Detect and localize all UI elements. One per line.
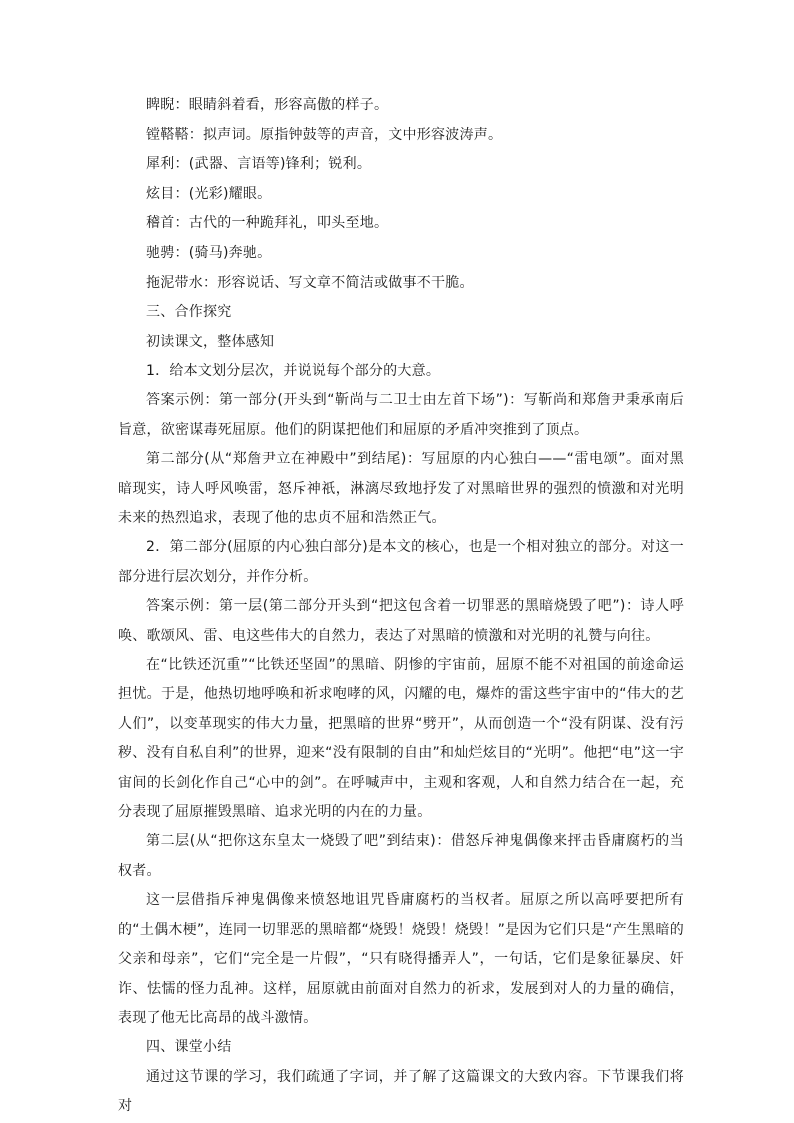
question-1: 1．给本文划分层次，并说说每个部分的大意。 — [146, 362, 441, 379]
vocab-item: 拖泥带水：形容说话、写文章不简洁或做事不干脆。 — [146, 274, 474, 291]
section-heading: 三、合作探究 — [146, 304, 232, 321]
summary-paragraph: 通过这节课的学习，我们疏通了字词，并了解了这篇课文的大致内容。下节课我们将对 — [118, 1068, 684, 1115]
vocab-item: 睥睨：眼睛斜着看，形容高傲的样子。 — [146, 97, 389, 113]
answer-paragraph: 第二层(从“把你这东皇太一烧毁了吧”到结束)：借怒斥神鬼偶像来抨击昏庸腐朽的当权者。 — [118, 833, 684, 879]
vocab-item: 驰骋：(骑马)奔驰。 — [146, 244, 272, 261]
vocab-item: 犀利：(武器、言语等)锋利；锐利。 — [146, 156, 372, 173]
analysis-paragraph: 在“比铁还沉重”“比铁还坚固”的黑暗、阴惨的宇宙前，屈原不能不对祖国的前途命运担忧。于是，他热切地呼唤和祈求咆哮的风，闪耀的电，爆炸的雷这些宇宙中的“伟大的艺人们”，以变革现实的伟大力量，把黑暗的世界“劈开”，从而创造一个“没有阴谋、没有污秽、没有自私自利”的世界，迎来“没有限制的自由”和灿烂炫目的“光明”。他把“电”这一宇宙间的长剑化作自己“心中的剑”。在呼喊声中，主观和客观，人和自然力结合在一起，充分表现了屈原摧毁黑暗、追求光明的内在的力量。 — [118, 657, 684, 821]
answer-paragraph: 第二部分(从“郑詹尹立在神殿中”到结尾)：写屈原的内心独白——“雷电颂”。面对黑暗现实，诗人呼风唤雷，怒斥神祇，淋漓尽致地抒发了对黑暗世界的强烈的愤激和对光明未来的热烈追求，表现了他的忠贞不屈和浩然正气。 — [118, 451, 684, 526]
analysis-paragraph: 这一层借指斥神鬼偶像来愤怒地诅咒昏庸腐朽的当权者。屈原之所以高呼要把所有的“土偶木梗”，连同一切罪恶的黑暗都“烧毁！烧毁！烧毁！”是因为它们只是“产生黑暗的父亲和母亲”，它们“完全是一片假”，“只有晓得播弄人”，一句话，它们是象征暴戾、奸诈、怯懦的怪力乱神。这样，屈原就由前面对自然力的祈求，发展到对人的力量的确信，表现了他无比高昂的战斗激情。 — [118, 892, 684, 1026]
section-heading: 四、课堂小结 — [146, 1039, 232, 1056]
vocab-item: 炫目：(光彩)耀眼。 — [146, 185, 272, 202]
section-subheading: 初读课文，整体感知 — [146, 333, 275, 350]
vocabulary-list — [118, 91, 684, 298]
vocab-item: 镗鞳鞳：拟声词。原指钟鼓等的声音，文中形容波涛声。 — [146, 126, 503, 143]
answer-paragraph: 答案示例：第一层(第二部分开头到“把这包含着一切罪恶的黑暗烧毁了吧”)：诗人呼唤、歌颂风、雷、电这些伟大的自然力，表达了对黑暗的愤激和对光明的礼赞与向往。 — [118, 598, 684, 644]
question-2: 2．第二部分(屈原的内心独白部分)是本文的核心，也是一个相对独立的部分。对这一部分进行层次划分，并作分析。 — [118, 539, 684, 585]
answer-paragraph: 答案示例：第一部分(开头到“靳尚与二卫士由左首下场”)：写靳尚和郑詹尹秉承南后旨意，欲密谋毒死屈原。他们的阴谋把他们和屈原的矛盾冲突推到了顶点。 — [118, 392, 684, 438]
vocab-item: 稽首：古代的一种跪拜礼，叩头至地。 — [146, 215, 389, 232]
document-page — [118, 91, 684, 1122]
